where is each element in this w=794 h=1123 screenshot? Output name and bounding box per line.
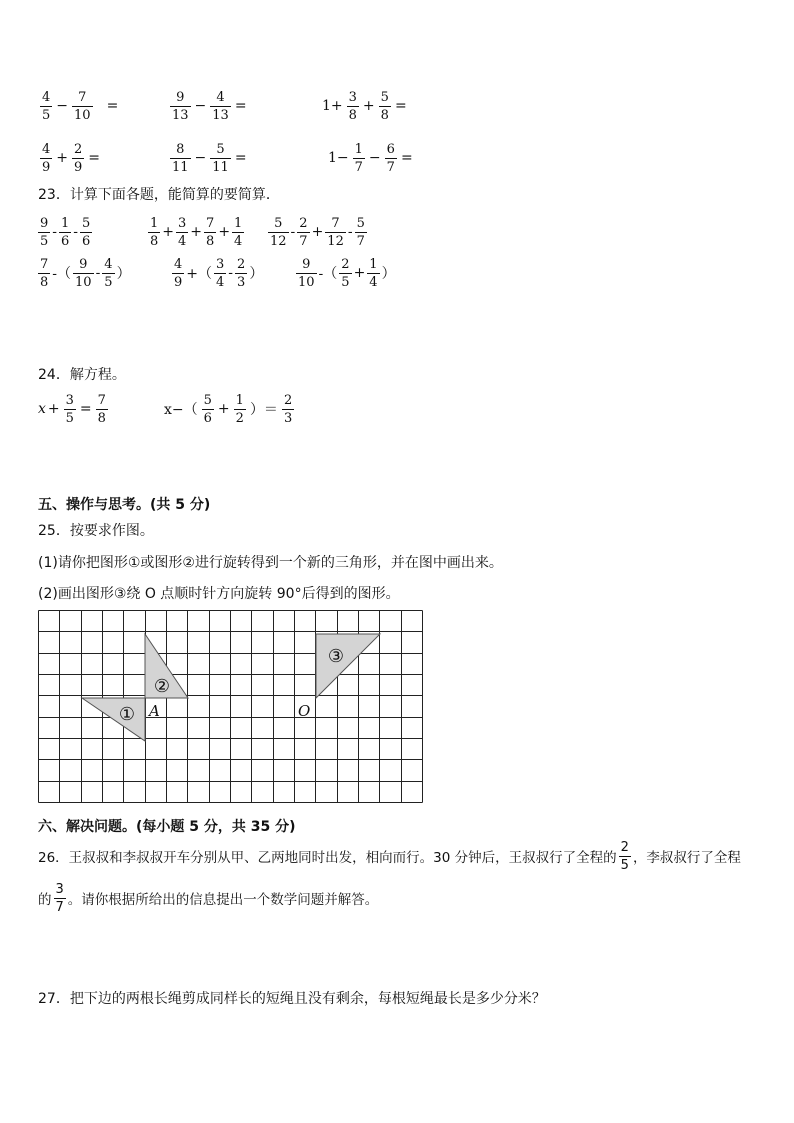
q25-part1: (1)请你把图形①或图形②进行旋转得到一个新的三角形，并在图中画出来。	[38, 555, 503, 571]
fraction: $\frac{1}{2}$	[235, 392, 244, 426]
fraction: $\frac{5}{6}$	[203, 392, 212, 426]
q23-expr-4: $\frac{7}{8}$ -（ $\frac{9}{10}$ - $\frac{4}{5}$ ）	[40, 256, 131, 290]
q26-line2: 的 $\frac{3}{7}$ 。请你根据所给出的信息提出一个数学问题并解答。	[38, 881, 379, 915]
fraction: $\frac{1}{4}$	[369, 256, 378, 290]
fraction: $\frac{4}{5}$	[42, 89, 51, 123]
fraction: $\frac{5}{12}$	[270, 215, 287, 249]
fraction: $\frac{5}{11}$	[212, 141, 229, 175]
q23-expr-5: $\frac{4}{9}$ +（ $\frac{3}{4}$ - $\frac{2}{3}$ ）	[174, 256, 264, 290]
fraction: $\frac{5}{6}$	[82, 215, 91, 249]
fraction: $\frac{4}{13}$	[212, 89, 229, 123]
fraction: $\frac{4}{9}$	[174, 256, 183, 290]
fraction: $\frac{8}{11}$	[172, 141, 189, 175]
q24-equation-2: x−（ $\frac{5}{6}$ + $\frac{1}{2}$ ）＝ $\frac{2}{3}$	[164, 392, 293, 426]
q24-title: 24．解方程。	[38, 367, 126, 383]
fraction: $\frac{1}{8}$	[150, 215, 159, 249]
fraction: $\frac{9}{5}$	[40, 215, 49, 249]
triangle-2-label: ②	[153, 676, 171, 697]
point-o-label: O	[298, 702, 311, 720]
fraction: $\frac{1}{4}$	[234, 215, 243, 249]
fraction: $\frac{7}{12}$	[327, 215, 344, 249]
fraction: $\frac{4}{9}$	[42, 141, 51, 175]
triangle-1	[82, 698, 145, 741]
fraction: $\frac{2}{7}$	[299, 215, 308, 249]
q27-text: 27．把下边的两根长绳剪成同样长的短绳且没有剩余，每根短绳最长是多少分米？	[38, 991, 546, 1007]
fraction: $\frac{2}{5}$	[620, 839, 629, 873]
expr-r2-1: $\frac{4}{9}$ + $\frac{2}{9}$ =	[42, 141, 101, 175]
fraction: $\frac{9}{10}$	[298, 256, 315, 290]
expr-r1-3: 1+ $\frac{3}{8}$ + $\frac{5}{8}$ =	[322, 89, 407, 123]
fraction: $\frac{7}{10}$	[74, 89, 91, 123]
fraction: $\frac{9}{10}$	[75, 256, 92, 290]
fraction: $\frac{3}{4}$	[178, 215, 187, 249]
section5-heading: 五、操作与思考。(共 5 分)	[38, 497, 211, 513]
fraction: $\frac{1}{6}$	[61, 215, 70, 249]
q23-expr-2: $\frac{1}{8}$ + $\frac{3}{4}$ + $\frac{7}{8}$ + $\frac{1}{4}$	[150, 215, 243, 249]
point-a-label: A	[149, 702, 160, 720]
section6-heading: 六、解决问题。(每小题 5 分，共 35 分)	[38, 819, 296, 835]
q24-equation-1: x + $\frac{3}{5}$ = $\frac{7}{8}$	[38, 392, 106, 426]
fraction: $\frac{2}{5}$	[341, 256, 350, 290]
fraction: $\frac{6}{7}$	[386, 141, 395, 175]
expr-r2-3: 1− $\frac{1}{7}$ − $\frac{6}{7}$ =	[328, 141, 413, 175]
fraction: $\frac{3}{4}$	[216, 256, 225, 290]
q26-line1: 26．王叔叔和李叔叔开车分别从甲、乙两地同时出发，相向而行。30 分钟后，王叔叔行了全程的 $\frac{2}{5}$ ，李叔叔行了全程	[38, 839, 741, 873]
q23-expr-1: $\frac{9}{5}$ - $\frac{1}{6}$ - $\frac{5}{6}$	[40, 215, 91, 249]
fraction: $\frac{4}{5}$	[104, 256, 113, 290]
triangle-3	[316, 634, 380, 698]
triangle-3-label: ③	[327, 646, 345, 667]
fraction: $\frac{2}{9}$	[74, 141, 83, 175]
fraction: $\frac{3}{7}$	[55, 881, 64, 915]
triangle-1-label: ①	[118, 704, 136, 725]
q23-expr-3: $\frac{5}{12}$ - $\frac{2}{7}$ + $\frac{7}{12}$ - $\frac{5}{7}$	[270, 215, 365, 249]
fraction: $\frac{3}{5}$	[65, 392, 74, 426]
fraction: $\frac{5}{8}$	[380, 89, 389, 123]
fraction: $\frac{5}{7}$	[356, 215, 365, 249]
expr-r2-2: $\frac{8}{11}$ − $\frac{5}{11}$ =	[172, 141, 247, 175]
q25-part2: (2)画出图形③绕 O 点顺时针方向旋转 90°后得到的图形。	[38, 586, 400, 602]
fraction: $\frac{7}{8}$	[40, 256, 49, 290]
grid-figure	[38, 610, 424, 808]
fraction: $\frac{2}{3}$	[283, 392, 293, 426]
fraction: $\frac{1}{7}$	[354, 141, 363, 175]
q23-expr-6: $\frac{9}{10}$ -（ $\frac{2}{5}$ + $\frac{1}{4}$ ）	[298, 256, 396, 290]
fraction: $\frac{2}{3}$	[237, 256, 246, 290]
expr-r1-2: $\frac{9}{13}$ − $\frac{4}{13}$ =	[172, 89, 247, 123]
fraction: $\frac{7}{8}$	[97, 392, 106, 426]
q25-title: 25．按要求作图。	[38, 523, 154, 539]
fraction: $\frac{3}{8}$	[348, 89, 357, 123]
q23-title: 23．计算下面各题，能简算的要简算．	[38, 187, 280, 203]
expr-r1-1: $\frac{4}{5}$ − $\frac{7}{10}$ =	[42, 89, 119, 123]
fraction: $\frac{9}{13}$	[172, 89, 189, 123]
fraction: $\frac{7}{8}$	[206, 215, 215, 249]
